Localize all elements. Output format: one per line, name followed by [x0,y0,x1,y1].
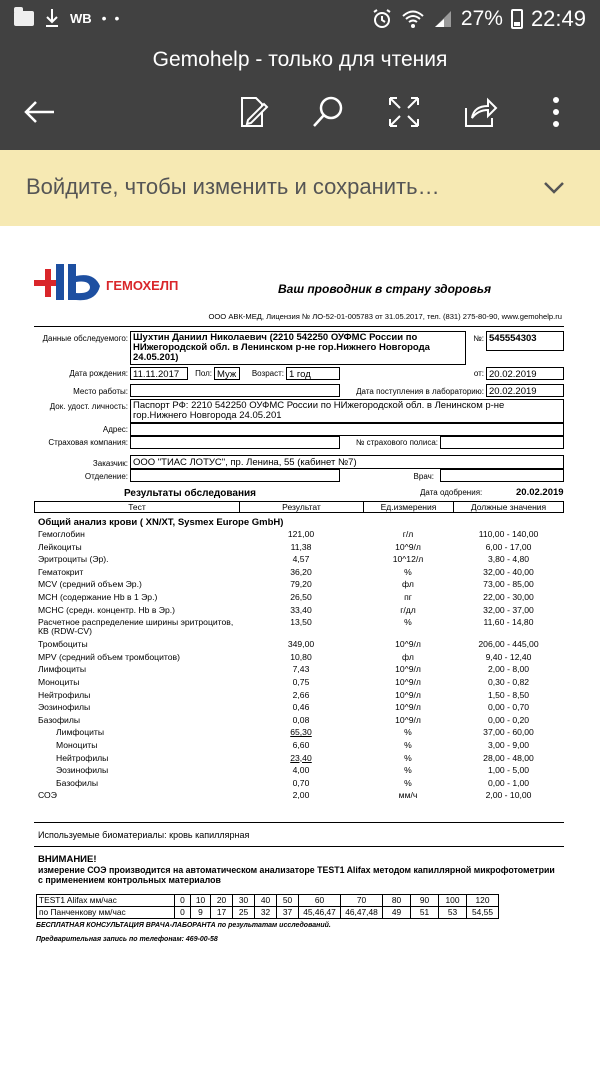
number-label: №: [473,334,484,343]
results-table-header [34,501,564,513]
download-icon [44,8,60,28]
table-row: MCV (средний объем Эр.) 79,20 фл 73,00 - 85,00 [38,579,534,590]
license-line: ООО АВК-МЕД, Лицензия № ЛО-52-01-005783 от 31.05.2017, тел. (831) 275-80-90, www.gemohelp.ru [208,312,562,321]
insurer-field [130,436,340,449]
esr-conversion-table [36,894,499,919]
from-field: 20.02.2019 [486,367,564,380]
materials-note: Используемые биоматериалы: кровь капиллярная [38,830,250,840]
approval-date: 20.02.2019 [516,487,564,498]
table-row: MPV (средний объем тромбоцитов) 10,80 фл 9,40 - 12,40 [38,651,532,662]
table-row: Нейтрофилы 2,66 10^9/л 1,50 - 8,50 [38,689,530,700]
doctor-field [440,469,564,482]
battery-percent: 27% [460,7,503,30]
results-title: Результаты обследования [124,488,256,499]
wifi-icon [401,9,425,29]
signal-icon [433,9,453,29]
header-test: Тест [35,502,240,512]
doctor-label: Врач: [413,472,434,481]
battery-icon [511,9,523,29]
customer-label: Заказчик: [92,459,128,468]
table-row: Гемоглобин 121,00 г/л 110,00 - 140,00 [38,529,539,539]
received-field: 20.02.2019 [486,384,564,397]
birth-label: Дата рождения: [69,369,128,378]
table-row: Тромбоциты 349,00 10^9/л 206,00 - 445,00 [38,639,539,650]
table-row: MCHC (средн. концентр. Hb в Эр.) 33,40 г/дл 32,00 - 37,00 [38,604,534,615]
app-bar [0,40,600,150]
divider [34,846,564,847]
table-row: MCH (содержание Hb в 1 Эр.) 26,50 пг 22,00 - 30,00 [38,591,534,602]
divider [34,822,564,823]
sign-in-banner[interactable] [0,150,600,226]
table-row: Лимфоциты 65,30 % 37,00 - 60,00 [56,727,534,738]
age-field: 1 год [286,367,340,380]
back-arrow-icon[interactable] [18,90,62,134]
patient-label: Данные обследуемого: [42,334,128,343]
from-label: от: [473,369,484,378]
department-label: Отделение: [84,472,128,481]
table-row: Эритроциты (Эр). 4,57 10^12/л 3,80 - 4,80 [38,554,530,565]
received-label: Дата поступления в лабораторию: [356,387,484,396]
address-field [130,423,564,436]
folder-icon [14,11,34,26]
table-row: по Панченкову мм/час 0 9 17 25 32 37 45,46,47 46,47,48 49 51 53 54,55 [37,907,499,919]
id-field: Паспорт РФ: 2210 542250 ОУФМС России по НИжегородской обл. в Ленинском р-не гор.Нижнего Новгорода 24.05.201 [130,399,564,423]
app-title: Gemohelp - только для чтения [152,48,448,71]
table-row: Нейтрофилы 23,40 % 28,00 - 48,00 [56,752,534,763]
more-vert-icon[interactable] [534,90,578,134]
policy-label: № страхового полиса: [355,438,438,447]
birth-field: 11.11.2017 [130,367,188,380]
policy-field [440,436,564,449]
alarm-icon [371,8,393,30]
table-row: Лейкоциты 11,38 10^9/л 6,00 - 17,00 [38,541,532,552]
footer-phone: Предварительная запись по телефонам: 469-00-58 [36,936,218,943]
sex-field: Муж [214,367,240,380]
header-result: Результат [240,502,364,512]
table-row: Лимфоциты 7,43 10^9/л 2,00 - 8,00 [38,664,530,675]
slogan: Ваш проводник в страну здоровья [278,282,492,296]
section-title: Общий анализ крови ( XN/XT, Sysmex Europe GmbH) [38,517,284,528]
table-row: Эозинофилы 0,46 10^9/л 0,00 - 0,70 [38,702,530,713]
table-row: Базофилы 0,70 % 0,00 - 1,00 [56,777,530,788]
number-field: 545554303 [486,331,564,351]
id-label: Док. удост. личность: [49,402,128,411]
workplace-label: Место работы: [73,387,128,396]
workplace-field [130,384,340,397]
sex-label: Пол: [195,369,212,378]
edit-document-icon[interactable] [230,90,274,134]
clock: 22:49 [530,6,586,31]
share-icon[interactable] [458,90,502,134]
insurer-label: Страховая компания: [48,438,128,447]
header-ref: Должные значения [470,502,547,512]
attention-text: измерение СОЭ производится на автоматическом анализаторе TEST1 Alifax методом капиллярной микрофотометрии с применением контрольных материалов [38,865,555,885]
table-row: Моноциты 0,75 10^9/л 0,30 - 0,82 [38,676,530,687]
table-row: Гематокрит 36,20 % 32,00 - 40,00 [38,566,534,577]
age-label: Возраст: [251,369,284,378]
more-notifications-icon: • • [101,10,122,26]
fullscreen-icon[interactable] [382,90,426,134]
approval-label: Дата одобрения: [420,488,483,497]
address-label: Адрес: [102,425,128,434]
table-row: СОЭ 2,00 мм/ч 2,00 - 10,00 [38,790,532,801]
table-row: Эозинофилы 4,00 % 1,00 - 5,00 [56,765,530,776]
table-row: Моноциты 6,60 % 3,00 - 9,00 [56,739,530,750]
carrier-label: WB [70,10,92,26]
gemohelp-logo [34,260,194,306]
table-row: Расчетное распределение ширины эритроцитов, КВ (RDW-CV) 13,50 % 11,60 - 14,80 [38,617,534,636]
department-field [130,469,340,482]
status-bar [0,0,600,40]
search-icon[interactable] [306,90,350,134]
table-row: Базофилы 0,08 10^9/л 0,00 - 0,20 [38,714,530,725]
attention-title: ВНИМАНИЕ! [38,854,97,865]
chevron-down-icon[interactable] [540,174,568,202]
logo-text: ГЕМОХЕЛП [106,278,179,293]
footer-consultation: БЕСПЛАТНАЯ КОНСУЛЬТАЦИЯ ВРАЧА-ЛАБОРАНТА по результатам исследований. [36,922,331,929]
customer-field: ООО "ТИАС ЛОТУС", пр. Ленина, 55 (кабинет №7) [130,455,564,469]
table-row: TEST1 Alifax мм/час 0 10 20 30 40 50 60 70 80 90 100 120 [37,895,499,907]
header-unit: Ед.измерения [364,502,454,512]
patient-field: Шухтин Даниил Николаевич (2210 542250 ОУФМС России по НИжегородской обл. в Ленинском р-не гор.Нижнего Новгорода 24.05.201) [130,331,466,365]
sign-in-banner-text: Войдите, чтобы изменить и сохранить… [26,174,440,199]
divider [34,326,564,327]
results-rows [34,530,564,804]
